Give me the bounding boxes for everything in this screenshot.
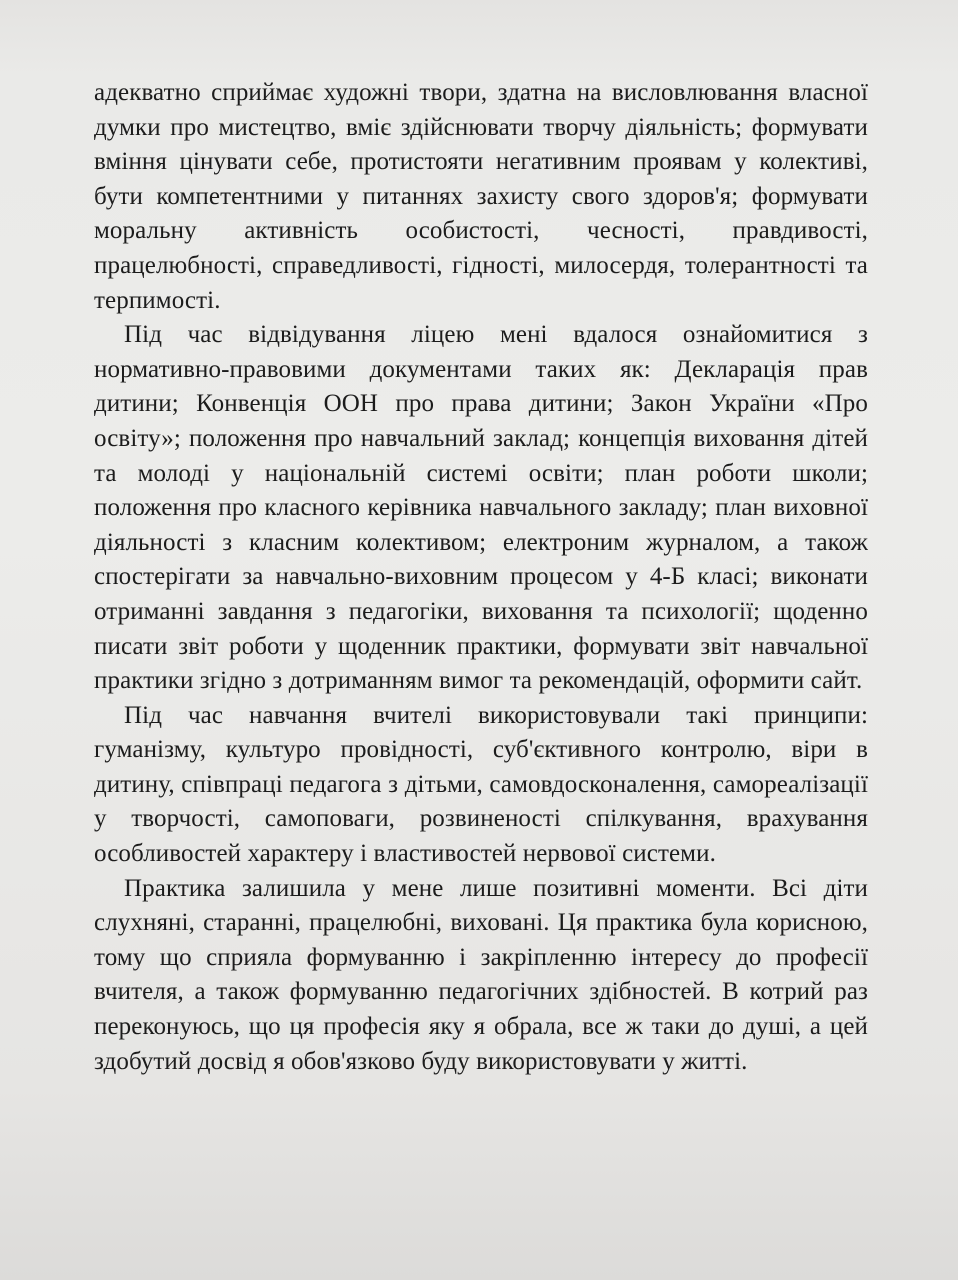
paragraph-conclusion: Практика залишила у мене лише позитивні моменти. Всі діти слухняні, старанні, працелюбні, виховані. Ця практика була корисною, тому що сприяла формуванню і закріпленню інтересу до професії вчителя, а також формуванню педагогічних здібностей. В котрий раз переконуюсь, що ця професія яку я обрала, все ж таки до душі, а цей здобутий досвід я обов'язково буду використовувати у житті.	[94, 874, 868, 1075]
paragraph-continuation: адекватно сприймає художні твори, здатна на висловлювання власної думки про мистецтво, вміє здійснювати творчу діяльність; формувати вміння цінувати себе, протистояти негативним проявам у колективі, бути компетентними у питаннях захисту свого здоров'я; формувати моральну активність особистості, чесності, правдивості, працелюбності, справедливості, гідності, милосердя, толерантності та терпимості.	[94, 79, 868, 314]
paragraph-documents: Під час відвідування ліцею мені вдалося ознайомитися з нормативно-правовими документами таких як: Декларація прав дитини; Конвенція ООН про права дитини; Закон України «Про освіту»; положення про навчальний заклад; концепція виховання дітей та молоді у національній системі освіти; план роботи школи; положення про класного керівника навчального закладу; план виховної діяльності з класним колективом; електроним журналом, а також спостерігати за навчально-виховним процесом у 4-Б класі; виконати отриманні завдання з педагогіки, виховання та психології; щоденно писати звіт роботи у щоденник практики, формувати звіт навчальної практики згідно з дотриманням вимог та рекомендацій, оформити сайт.	[94, 321, 868, 695]
document-body	[94, 76, 868, 1079]
paragraph-principles: Під час навчання вчителі використовували такі принципи: гуманізму, культуро провідності, суб'єктивного контролю, віри в дитину, співпраці педагога з дітьми, самовдосконалення, самореалізації у творчості, самоповаги, розвиненості спілкування, врахування особливостей характеру і властивостей нервової системи.	[94, 701, 868, 868]
